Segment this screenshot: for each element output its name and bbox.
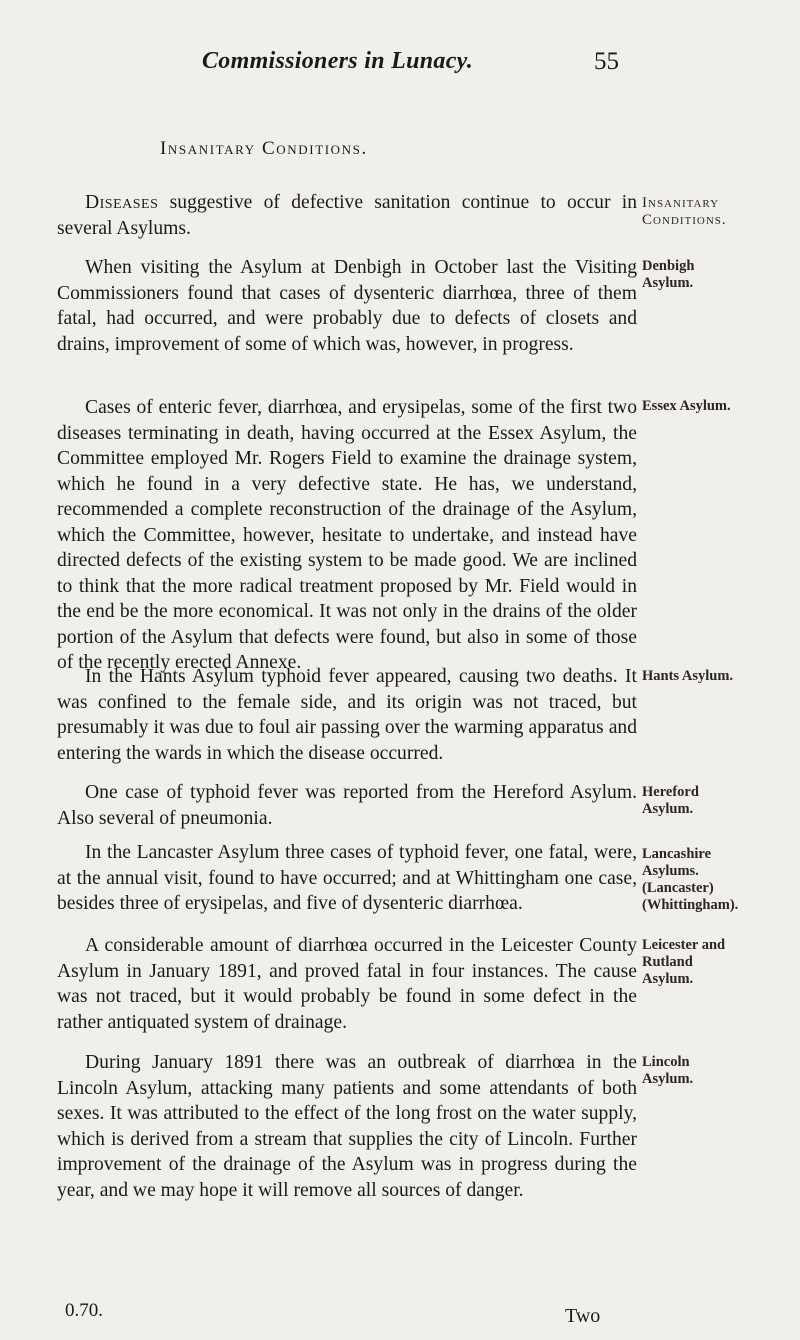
paragraph-text: A considerable amount of diarrhœa occurred in the Leicester County Asylum in January 1891, and proved fatal in four instances. The cause was not traced, but it would probably be found in some defect in the rather antiquated system of drainage. xyxy=(57,935,637,1033)
margin-note-line: Asylum. xyxy=(642,801,694,817)
paragraph-text: In the Lancaster Asylum three cases of typhoid fever, one fatal, were, at the annual visit, found to have occurred; and at Whittingham one case, besides three of erysipelas, and five of dysenteric diarrhœa. xyxy=(57,842,637,914)
paragraph-text: One case of typhoid fever was reported from the Hereford Asylum. Also several of pneumonia. xyxy=(57,782,637,829)
margin-note-line: Conditions. xyxy=(642,212,727,228)
paragraph-text: In the Hants Asylum typhoid fever appeared, causing two deaths. It was confined to the female side, and its origin was not traced, but presumably it was due to foul air passing over the warming apparatus and entering the wards in which the disease occurred. xyxy=(57,666,637,764)
margin-note-line: (Whittingham). xyxy=(642,897,739,913)
paragraph-6 xyxy=(57,840,637,917)
margin-note-insanitary-conditions xyxy=(642,195,792,229)
margin-note-denbigh xyxy=(642,258,792,292)
margin-note-line: Denbigh xyxy=(642,258,695,274)
paragraph-4 xyxy=(57,664,637,766)
paragraph-lead-word: Diseases xyxy=(85,192,159,213)
paragraph-text: During January 1891 there was an outbreak of diarrhœa in the Lincoln Asylum, attacking many patients and some attendants of both sexes. It was attributed to the effect of the long frost on the water supply, which is derived from a stream that supplies the city of Lincoln. Further improvement of the drainage of the Asylum was in progress during the year, and we may hope it will remove all sources of danger. xyxy=(57,1052,637,1201)
margin-note-line: Hereford xyxy=(642,784,699,800)
margin-note-line: (Lancaster) xyxy=(642,880,714,896)
margin-note-lincoln xyxy=(642,1054,792,1088)
paragraph-text: When visiting the Asylum at Denbigh in October last the Visiting Commissioners found that cases of dysenteric diarrhœa, three of them fatal, had occurred, and were probably due to defects of closets and drains, improvement of some of which was, however, in progress. xyxy=(57,257,637,355)
margin-note-line: Essex Asylum. xyxy=(642,398,731,414)
page-number: 55 xyxy=(594,48,619,75)
margin-note-line: Asylum. xyxy=(642,1071,694,1087)
margin-note-line: Insanitary xyxy=(642,195,720,211)
printer-signature: 0.70. xyxy=(65,1300,103,1321)
paragraph-text: suggestive of defective sanitation continue to occur in several Asylums. xyxy=(57,192,637,239)
paragraph-5 xyxy=(57,780,637,831)
margin-note-hereford xyxy=(642,784,792,818)
margin-note-line: Hants Asylum. xyxy=(642,668,734,684)
margin-note-line: Leicester and xyxy=(642,937,726,953)
paragraph-8 xyxy=(57,1050,637,1203)
catchword: Two xyxy=(565,1305,601,1327)
margin-note-hants xyxy=(642,668,792,685)
margin-note-line: Rutland xyxy=(642,954,693,970)
margin-note-line: Lincoln xyxy=(642,1054,690,1070)
paragraph-7 xyxy=(57,933,637,1035)
margin-note-lancashire xyxy=(642,846,792,914)
paragraph-text: Cases of enteric fever, diarrhœa, and erysipelas, some of the first two diseases terminating in death, having occurred at the Essex Asylum, the Committee employed Mr. Rogers Field to examine the drainage system, which he found in a very defective state. He has, we understand, recommended a complete reconstruction of the drainage of the Asylum, which the Committee, however, hesitate to undertake, and instead have directed defects of the existing system to be made good. We are inclined to think that the more radical treatment proposed by Mr. Field would in the end be the more economical. It was not only in the drains of the older portion of the Asylum that defects were found, but also in some of those of the recently erected Annexe. xyxy=(57,397,637,673)
running-head: Commissioners in Lunacy. xyxy=(202,48,474,74)
paragraph-2 xyxy=(57,255,637,357)
margin-note-leicester xyxy=(642,937,792,988)
margin-note-line: Lancashire xyxy=(642,846,712,862)
margin-note-line: Asylum. xyxy=(642,275,694,291)
section-title: Insanitary Conditions. xyxy=(160,138,368,159)
margin-note-essex xyxy=(642,398,792,415)
paragraph-1 xyxy=(57,190,637,241)
margin-note-line: Asylums. xyxy=(642,863,699,879)
margin-note-line: Asylum. xyxy=(642,971,694,987)
paragraph-3 xyxy=(57,395,637,676)
